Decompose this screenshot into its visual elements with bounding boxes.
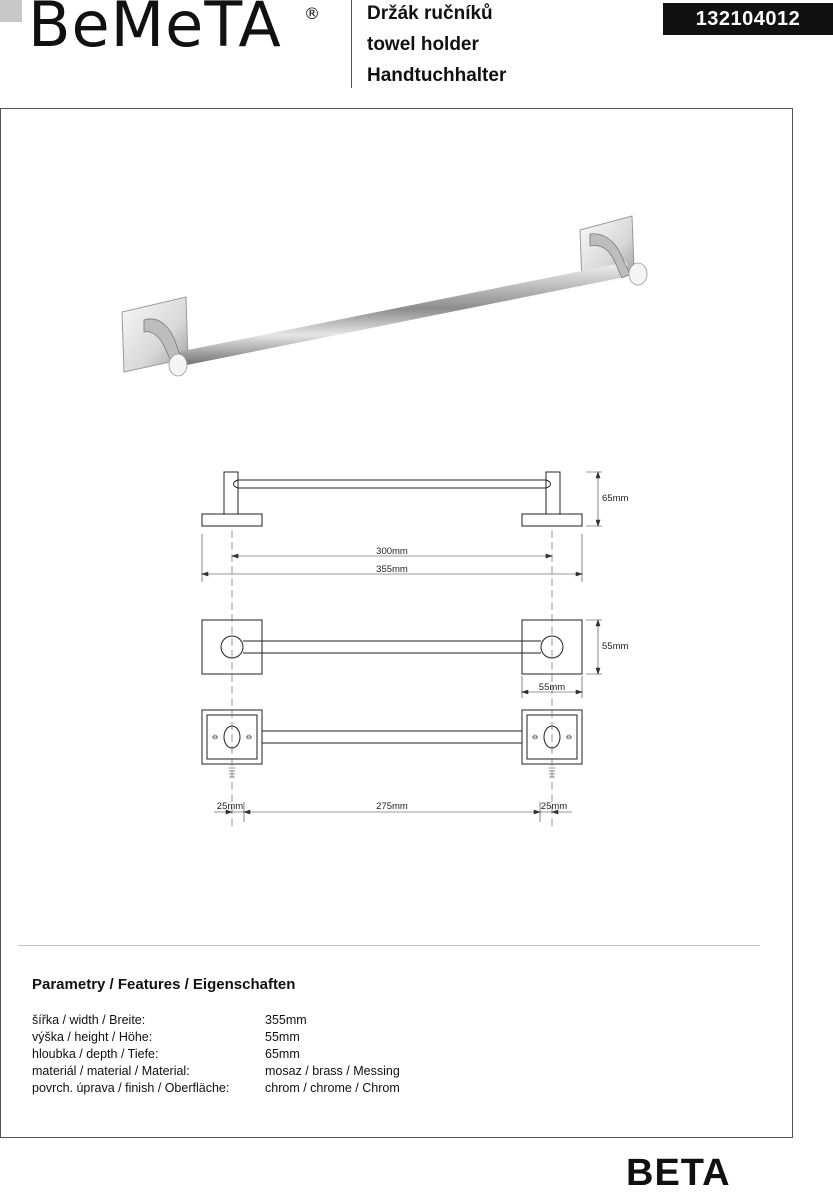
dim-height-label: 65mm <box>602 493 629 504</box>
product-photo <box>100 200 660 400</box>
feature-row-depth <box>32 1046 300 1063</box>
feature-value: chrom / chrome / Chrom <box>265 1081 400 1095</box>
feature-label: výška / height / Höhe: <box>32 1030 153 1044</box>
title-english: towel holder <box>367 34 479 55</box>
feature-label: materiál / material / Material: <box>32 1064 190 1078</box>
feature-label: hloubka / depth / Tiefe: <box>32 1047 159 1061</box>
product-code: 132104012 <box>663 3 833 35</box>
feature-value: mosaz / brass / Messing <box>265 1064 400 1078</box>
dim-plate-label: 55mm <box>538 682 566 693</box>
feature-label: povrch. úprava / finish / Oberfläche: <box>32 1081 230 1095</box>
features-title: Parametry / Features / Eigenschaften <box>32 976 296 993</box>
section-divider <box>18 945 760 946</box>
registered-mark: ® <box>304 4 320 23</box>
technical-drawing <box>0 460 833 840</box>
header-divider <box>351 0 352 88</box>
feature-value: 65mm <box>265 1047 300 1061</box>
feature-value: 55mm <box>265 1030 300 1044</box>
series-name: BETA <box>626 1152 731 1194</box>
logo-square <box>0 0 22 22</box>
feature-value: 355mm <box>265 1013 307 1027</box>
dim-width-label: 355mm <box>376 564 408 575</box>
dim-mounting-label: 275mm <box>376 801 408 812</box>
brand-logo: BeMeTA <box>28 0 282 61</box>
title-czech: Držák ručníků <box>367 3 493 24</box>
title-german: Handtuchhalter <box>367 65 507 86</box>
feature-row-height <box>32 1029 300 1046</box>
feature-row-width <box>32 1012 307 1029</box>
feature-row-material <box>32 1063 400 1080</box>
dim-depth-label: 55mm <box>602 641 629 652</box>
dim-left-offset-label: 25mm <box>216 801 244 812</box>
dim-right-offset-label: 25mm <box>540 801 568 812</box>
feature-row-finish <box>32 1080 400 1097</box>
feature-label: šířka / width / Breite: <box>32 1013 146 1027</box>
dim-centers-label: 300mm <box>376 546 408 557</box>
